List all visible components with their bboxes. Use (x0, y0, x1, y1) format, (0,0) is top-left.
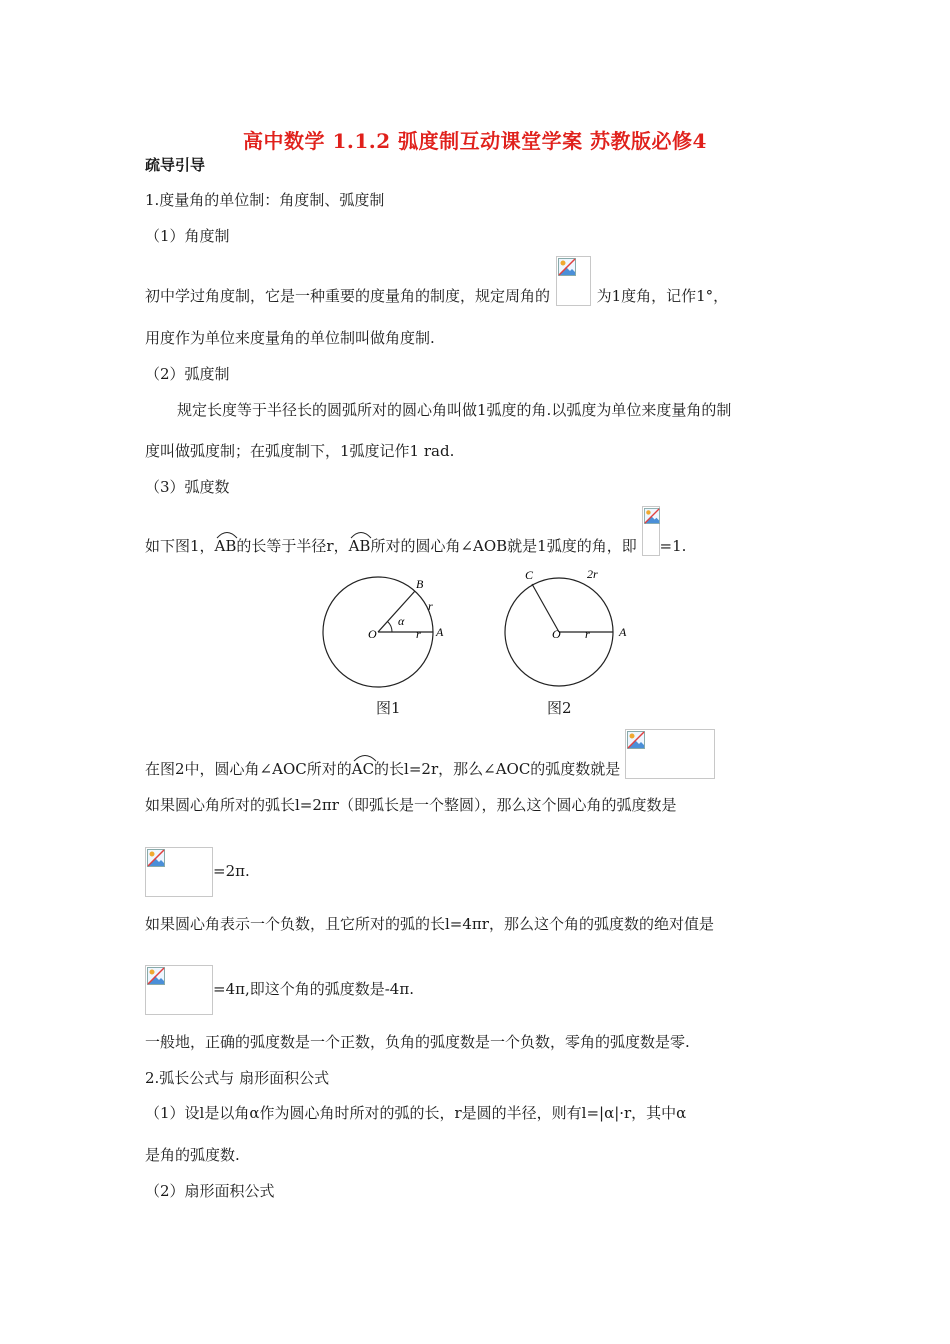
section-heading: 疏导引导 (145, 156, 206, 174)
paragraph-radian-def-cont: 度叫做弧度制；在弧度制下，1弧度记作1 rad. (145, 442, 455, 460)
paragraph-negative-angle-result (145, 965, 414, 1015)
paragraph-full-circle-result (145, 847, 250, 897)
text-fragment: 为1度角，记作1°， (596, 287, 729, 305)
subheading-radian-number: （3）弧度数 (145, 478, 230, 496)
formula-image-placeholder (642, 506, 660, 556)
paragraph-general-rule: 一般地，正确的弧度数是一个正数，负角的弧度数是一个负数，零角的弧度数是零. (145, 1033, 690, 1051)
label-a: A (436, 625, 444, 639)
paragraph-arc-length: （1）设l是以角α作为圆心角时所对的弧的长，r是圆的半径，则有l=|α|·r，其中α (145, 1104, 687, 1122)
paragraph-negative-angle: 如果圆心角表示一个负数，且它所对的弧的长l=4πr，那么这个角的弧度数的绝对值是 (145, 915, 714, 933)
label-r-radius: r (416, 627, 421, 641)
label-r: r (585, 627, 590, 641)
broken-image-icon (627, 731, 645, 749)
formula-image-placeholder (625, 729, 715, 779)
broken-image-icon (644, 508, 660, 524)
text-fragment: 如下图1， (145, 537, 215, 555)
formula-image-placeholder (145, 965, 213, 1015)
label-alpha: α (398, 614, 405, 628)
broken-image-icon (147, 849, 165, 867)
paragraph-figure2-desc (145, 729, 715, 781)
arc-symbol-icon (215, 529, 239, 539)
paragraph-degree-def (145, 256, 728, 308)
paragraph-arc-length-cont: 是角的弧度数. (145, 1146, 240, 1164)
arc-ab-label: AB (349, 537, 371, 555)
label-o: O (368, 627, 377, 641)
label-c: C (525, 568, 534, 582)
broken-image-icon (147, 967, 165, 985)
broken-image-icon (558, 258, 576, 276)
text-fragment: 的长等于半径r， (236, 537, 349, 555)
paragraph-formulas-heading: 2.弧长公式与 扇形面积公式 (145, 1069, 330, 1087)
label-a: A (619, 625, 627, 639)
figure-2-caption: 图2 (547, 699, 572, 717)
paragraph-units: 1.度量角的单位制：角度制、弧度制 (145, 191, 385, 209)
paragraph-figure1-desc (145, 506, 686, 558)
paragraph-radian-def: 规定长度等于半径长的圆弧所对的圆心角叫做1弧度的角.以弧度为单位来度量角的制 (177, 401, 732, 419)
text-fragment: =1. (659, 537, 687, 555)
label-b: B (416, 577, 424, 591)
label-2r: 2r (587, 567, 598, 581)
formula-image-placeholder (556, 256, 591, 306)
arc-ac-label: AC (352, 760, 374, 778)
text-fragment: =2π. (213, 862, 250, 880)
radius-oc (532, 584, 559, 632)
text-fragment: 所对的圆心角∠AOB就是1弧度的角，即 (370, 537, 637, 555)
subheading-radian: （2）弧度制 (145, 365, 230, 383)
paragraph-full-circle: 如果圆心角所对的弧长l=2πr（即弧长是一个整圆），那么这个圆心角的弧度数是 (145, 796, 677, 814)
arc-symbol-icon (349, 529, 373, 539)
label-r-arc: r (428, 599, 433, 613)
text-fragment: =4π,即这个角的弧度数是-4π. (213, 980, 414, 998)
radius-ob (378, 591, 415, 632)
figure-1-caption: 图1 (376, 699, 401, 717)
text-fragment: 初中学过角度制，它是一种重要的度量角的制度，规定周角的 (145, 287, 551, 305)
arc-ab-label: AB (215, 537, 237, 555)
label-o: O (552, 627, 561, 641)
subheading-degree: （1）角度制 (145, 227, 230, 245)
figure-1-diagram (310, 570, 460, 695)
figure-2-diagram (495, 565, 640, 695)
text-fragment: 在图2中，圆心角∠AOC所对的 (145, 760, 352, 778)
paragraph-degree-unit: 用度作为单位来度量角的单位制叫做角度制. (145, 329, 435, 347)
angle-alpha-arc (388, 622, 393, 633)
subheading-sector-area: （2）扇形面积公式 (145, 1182, 275, 1200)
formula-image-placeholder (145, 847, 213, 897)
page-title: 高中数学 1.1.2 弧度制互动课堂学案 苏教版必修4 (243, 129, 707, 153)
text-fragment: 的长l=2r，那么∠AOC的弧度数就是 (374, 760, 621, 778)
